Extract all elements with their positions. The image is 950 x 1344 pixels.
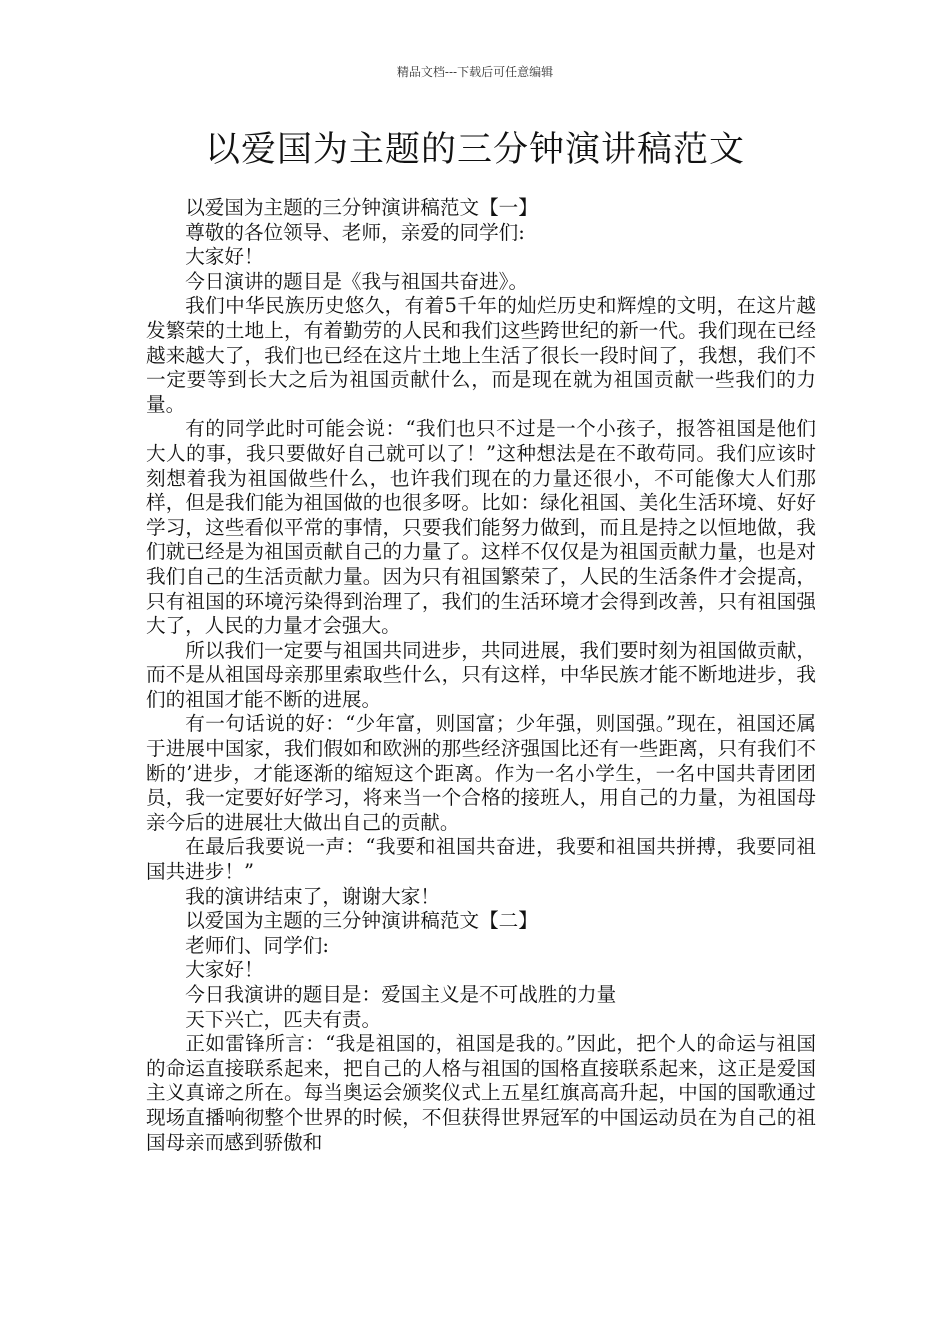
paragraph-salutation-2: 老师们、同学们:	[185, 933, 329, 957]
paragraph-salutation-1: 尊敬的各位领导、老师，亲爱的同学们:	[185, 220, 525, 244]
paragraph-greeting-1: 大家好！	[185, 245, 264, 269]
paragraph-body: 有的同学此时可能会说：“我们也只不过是一个小孩子，报答祖国是他们大人的事，我只要做好自己就可以了！”这种想法是在不敢苟同。我们应该时刻想着我为祖国做些什么，也许我们现在的力量还很小，不可能像大人们那样，但是我们能为祖国做的也很多呀。比如：绿化祖国、美化生活环境、好好学习，这些看似平常的事情，只要我们能努力做到，而且是持之以恒地做，我们就已经是为祖国贡献自己的力量了。这样不仅仅是为祖国贡献力量，也是对我们自己的生活贡献力量。因为只有祖国繁荣了，人民的生活条件才会提高，只有祖国的环境污染得到治理了，我们的生活环境才会得到改善，只有祖国强大了，人民的力量才会强大。	[146, 417, 816, 638]
paragraph-topic-1: 今日演讲的题目是《我与祖国共奋进》。	[185, 269, 529, 293]
paragraph-section-heading-2: 以爱国为主题的三分钟演讲稿范文【二】	[185, 909, 538, 933]
paragraph-section-heading-1: 以爱国为主题的三分钟演讲稿范文【一】	[185, 196, 538, 219]
paragraph-body: 我们中华民族历史悠久，有着5千年的灿烂历史和辉煌的文明，在这片越发繁荣的土地上，有着勤劳的人民和我们这些跨世纪的新一代。我们现在已经越来越大了，我们也已经在这片土地上生活了很长一段时间了，我想，我们不一定要等到长大之后为祖国贡献什么，而是现在就为祖国贡献一些我们的力量。	[146, 294, 816, 416]
page-header: 精品文档---下载后可任意编辑	[396, 65, 554, 79]
paragraph-greeting-2: 大家好！	[185, 958, 264, 982]
paragraph-body: 所以我们一定要与祖国共同进步，共同进展，我们要时刻为祖国做贡献，而不是从祖国母亲那里索取些什么，只有这样，中华民族才能不断地进步，我们的祖国才能不断的进展。	[146, 638, 816, 711]
paragraph-body: 有一句话说的好：“少年富，则国富；少年强，则国强。”现在，祖国还属于进展中国家，我们假如和欧洲的那些经济强国比还有一些距离，只有我们不断的’进步，才能逐渐的缩短这个距离。作为一名小学生，一名中国共青团团员，我一定要好好学习，将来当一个合格的接班人，用自己的力量，为祖国母亲今后的进展壮大做出自己的贡献。	[146, 712, 816, 834]
paragraph-closing-1: 我的演讲结束了，谢谢大家！	[185, 884, 440, 908]
document-body	[146, 196, 816, 1155]
document-title: 以爱国为主题的三分钟演讲稿范文	[204, 130, 745, 170]
paragraph-body: 正如雷锋所言：“我是祖国的，祖国是我的。”因此，把个人的命运与祖国的命运直接联系起来，把自己的人格与祖国的国格直接联系起来，这正是爱国主义真谛之所在。每当奥运会颁奖仪式上五星红旗高高升起，中国的国歌通过现场直播响彻整个世界的时候，不但获得世界冠军的中国运动员在为自己的祖国母亲而感到骄傲和	[146, 1032, 816, 1154]
paragraph-body: 在最后我要说一声：“我要和祖国共奋进，我要和祖国共拼搏，我要同祖国共进步！”	[146, 835, 816, 884]
paragraph-topic-2: 今日我演讲的题目是：爱国主义是不可战胜的力量	[185, 983, 617, 1006]
paragraph-body: 天下兴亡，匹夫有责。	[185, 1007, 382, 1031]
